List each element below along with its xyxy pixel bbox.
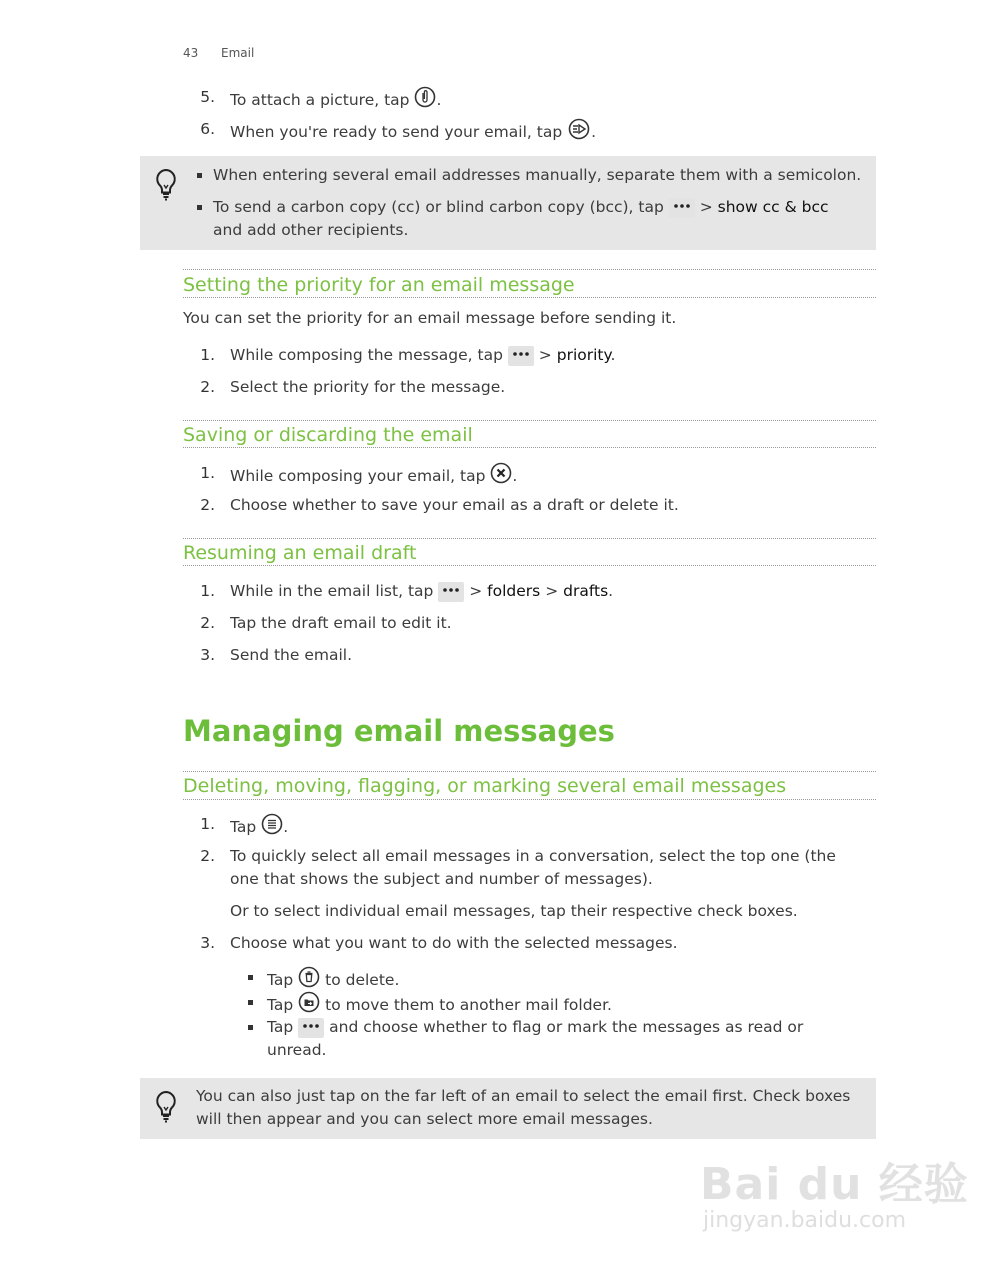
step-text: When you're ready to send your email, tap . [230,118,596,147]
step-number: 2. [200,614,215,632]
more-icon [298,1018,324,1038]
bullet [248,1025,253,1030]
section-heading: Deleting, moving, flagging, or marking several email messages [183,775,787,797]
watermark-logo: Bai du 经验 [700,1159,969,1210]
step-number: 1. [200,582,215,600]
step-text: To quickly select all email messages in a conversation, select the top one (the [230,847,836,865]
sub-bullet-text: unread. [267,1041,327,1059]
step-number: 3. [200,934,215,952]
section-heading: Setting the priority for an email message [183,274,575,296]
tip-bullet-text: and add other recipients. [213,221,409,239]
step-number: 6. [200,120,215,138]
bullet [248,1000,253,1005]
tip-box [140,156,876,250]
bullet [197,173,202,178]
step-text: While composing the message, tap > priority. [230,346,616,364]
step-number: 1. [200,346,215,364]
page-number: 43 [183,46,199,60]
step-number: 2. [200,378,215,396]
tip-text: will then appear and you can select more email messages. [196,1110,653,1128]
send-icon [567,118,591,147]
step-text: Select the priority for the message. [230,378,506,396]
divider [183,771,876,772]
watermark-url: jingyan.baidu.com [703,1208,907,1233]
tip-bullet-text: To send a carbon copy (cc) or blind carbon copy (bcc), tap > show cc & bcc [213,198,829,216]
divider [183,420,876,421]
more-icon [669,198,695,218]
tip-text: You can also just tap on the far left of an email to select the email first. Check boxes [196,1087,851,1105]
step-number: 2. [200,496,215,514]
select-list-icon [261,813,283,842]
more-icon [438,582,464,602]
step-text: Send the email. [230,646,353,664]
sub-bullet-text: Tap to delete. [267,966,399,995]
chapter-title: Managing email messages [183,714,615,748]
step-number: 1. [200,464,215,482]
step-text: While in the email list, tap > folders > drafts. [230,582,614,600]
step-text: Tap . [230,813,288,842]
attach-icon [414,86,436,115]
step-number: 2. [200,847,215,865]
tip-bullet-text: When entering several email addresses manually, separate them with a semicolon. [213,166,862,184]
sub-bullet-text: Tap to move them to another mail folder. [267,991,612,1020]
step-number: 1. [200,815,215,833]
lightbulb-icon [154,1090,178,1128]
step-number: 5. [200,88,215,106]
section-heading: Saving or discarding the email [183,424,473,446]
step-text: To attach a picture, tap . [230,86,441,115]
sub-bullet-text: Tap and choose whether to flag or mark the messages as read or [267,1018,804,1036]
section-heading: Resuming an email draft [183,542,417,564]
divider [183,447,876,448]
bullet [248,975,253,980]
step-text: Choose what you want to do with the selected messages. [230,934,678,952]
close-icon [490,462,512,491]
more-icon [508,346,534,366]
step-text: Choose whether to save your email as a draft or delete it. [230,496,679,514]
step-number: 3. [200,646,215,664]
bullet [197,205,202,210]
divider [183,297,876,298]
divider [183,799,876,800]
divider [183,565,876,566]
running-header: Email [221,46,255,60]
divider [183,538,876,539]
lightbulb-icon [154,168,178,206]
step-text: Tap the draft email to edit it. [230,614,452,632]
step-text: While composing your email, tap . [230,462,517,491]
step-text: Or to select individual email messages, tap their respective check boxes. [230,902,798,920]
step-text: one that shows the subject and number of messages). [230,870,653,888]
paragraph: You can set the priority for an email message before sending it. [183,309,677,327]
divider [183,269,876,270]
tip-box [140,1078,876,1139]
